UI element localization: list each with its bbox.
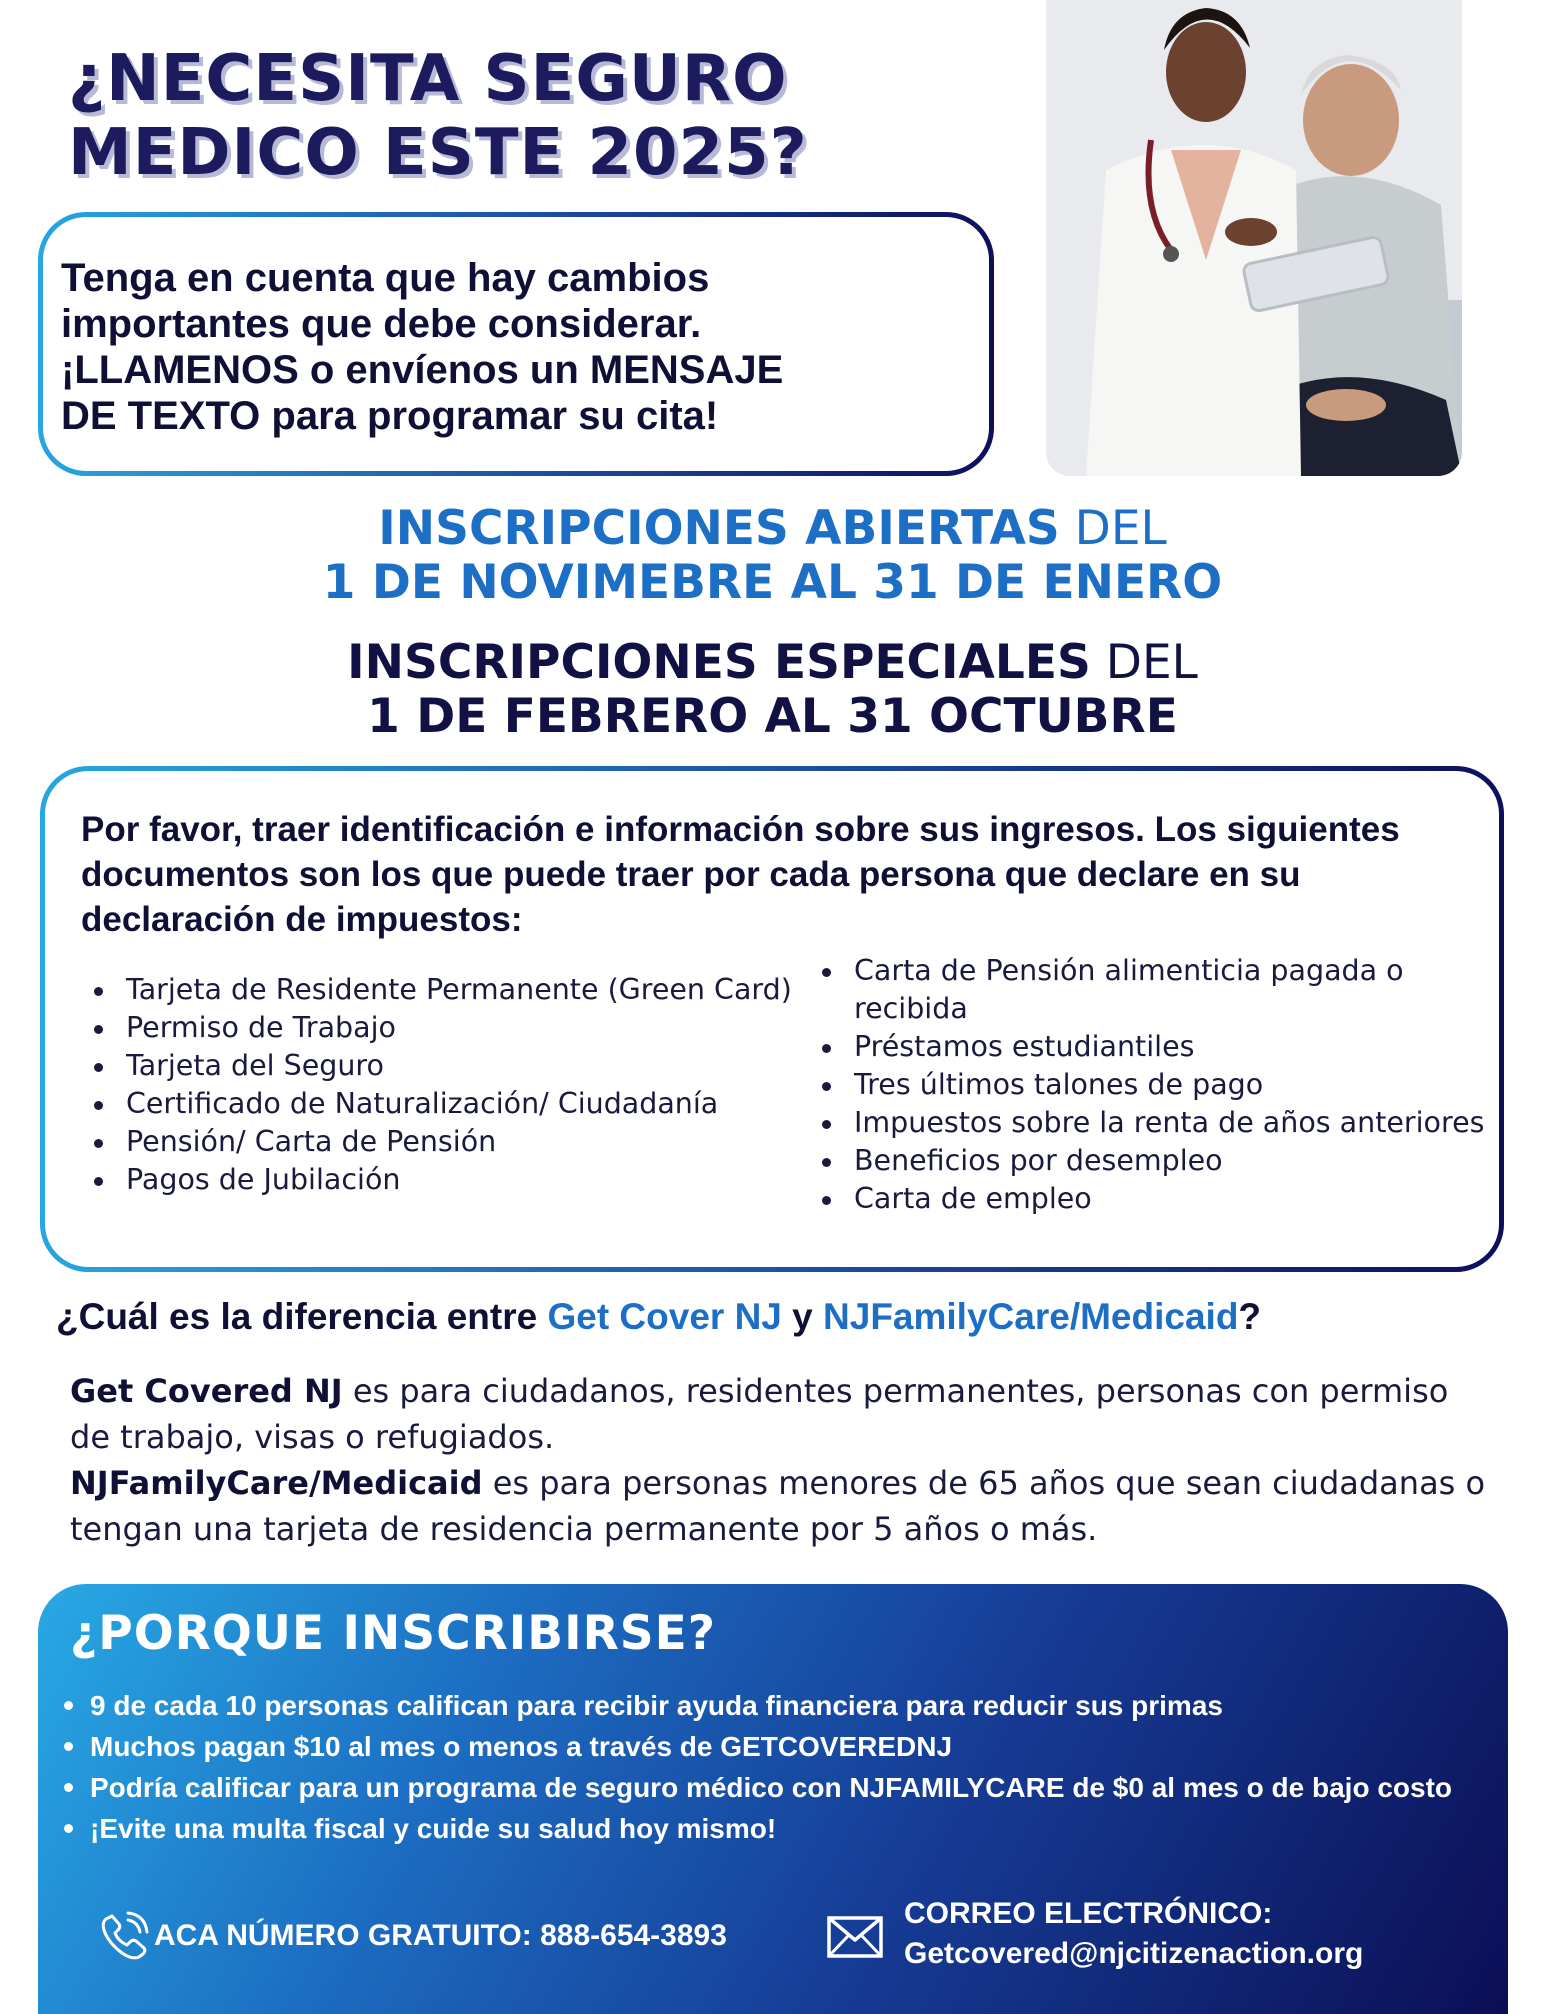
special-enrollment-del: DEL — [1090, 635, 1198, 690]
get-covered-nj-paragraph — [70, 1368, 1490, 1460]
phone-icon — [98, 1910, 150, 1962]
open-enrollment-label: INSCRIPCIONES ABIERTAS — [378, 501, 1060, 556]
call-to-action-callout — [38, 212, 994, 476]
email-contact — [904, 1894, 1504, 1974]
open-enrollment-heading — [0, 502, 1545, 610]
question-suffix: ? — [1238, 1296, 1262, 1337]
why-enroll-title: ¿PORQUE INSCRIBIRSE? — [70, 1606, 717, 1661]
list-item: Pagos de Jubilación — [74, 1161, 794, 1199]
list-item: Carta de Pensión alimenticia pagada o recibida — [802, 952, 1492, 1028]
list-item: Impuestos sobre la renta de años anteriores — [802, 1104, 1492, 1142]
envelope-icon — [826, 1914, 884, 1960]
open-enrollment-del: DEL — [1059, 501, 1167, 556]
callout-line-3: ¡LLAMENOS o envíenos un MENSAJE — [61, 348, 784, 392]
why-enroll-list — [58, 1685, 1498, 1849]
list-item: Tres últimos talones de pago — [802, 1066, 1492, 1104]
open-enrollment-dates: 1 DE NOVIMEBRE AL 31 DE ENERO — [322, 555, 1223, 610]
callout-line-1: Tenga en cuenta que hay cambios — [61, 256, 710, 300]
get-covered-nj-name: Get Cover NJ — [547, 1296, 782, 1337]
list-item: ¡Evite una multa fiscal y cuide su salud hoy mismo! — [58, 1808, 1498, 1849]
njfamilycare-name: NJFamilyCare/Medicaid — [823, 1296, 1239, 1337]
question-and: y — [781, 1296, 824, 1337]
doctor-and-patient-photo — [1046, 0, 1462, 476]
list-item: Muchos pagan $10 al mes o menos a través de GETCOVEREDNJ — [58, 1726, 1498, 1767]
special-enrollment-label: INSCRIPCIONES ESPECIALES — [347, 635, 1091, 690]
photo-illustration — [1046, 0, 1462, 476]
documents-list-left — [74, 971, 794, 1199]
email-label: CORREO ELECTRÓNICO: — [904, 1897, 1273, 1930]
title-line-1: ¿NECESITA SEGURO — [68, 42, 788, 116]
page-title — [68, 42, 968, 190]
email-address-link[interactable]: Getcovered@njcitizenaction.org — [904, 1937, 1364, 1970]
special-enrollment-heading — [0, 636, 1545, 744]
toll-free-phone[interactable]: ACA NÚMERO GRATUITO: 888-654-3893 — [154, 1919, 727, 1952]
list-item: Permiso de Trabajo — [74, 1009, 794, 1047]
list-item: Beneficios por desempleo — [802, 1142, 1492, 1180]
list-item: Podría calificar para un programa de seguro médico con NJFAMILYCARE de $0 al mes o de bajo costo — [58, 1767, 1498, 1808]
title-line-2: MEDICO ESTE 2025? — [68, 116, 808, 190]
list-item: 9 de cada 10 personas califican para recibir ayuda financiera para reducir sus primas — [58, 1685, 1498, 1726]
list-item: Carta de empleo — [802, 1180, 1492, 1218]
list-item: Préstamos estudiantiles — [802, 1028, 1492, 1066]
difference-explanation — [70, 1368, 1490, 1552]
documents-intro: Por favor, traer identificación e información sobre sus ingresos. Los siguientes documentos son los que puede traer por cada persona que declare en su declaración de impuestos: — [81, 810, 1400, 939]
list-item: Certificado de Naturalización/ Ciudadanía — [74, 1085, 794, 1123]
paragraph-bold: NJFamilyCare/Medicaid — [70, 1464, 483, 1502]
list-item: Tarjeta de Residente Permanente (Green Card) — [74, 971, 794, 1009]
callout-line-2: importantes que debe considerar. — [61, 302, 702, 346]
question-prefix: ¿Cuál es la diferencia entre — [56, 1296, 548, 1337]
paragraph-bold: Get Covered NJ — [70, 1372, 343, 1410]
njfamilycare-paragraph — [70, 1460, 1490, 1552]
list-item: Tarjeta del Seguro — [74, 1047, 794, 1085]
special-enrollment-dates: 1 DE FEBRERO AL 31 OCTUBRE — [367, 689, 1178, 744]
paragraph-text: es para ciudadanos, residentes permanentes, personas con permiso de trabajo, visas o refugiados. — [70, 1372, 1449, 1456]
paragraph-text: es para personas menores de 65 años que sean ciudadanas o tengan una tarjeta de residencia permanente por 5 años o más. — [70, 1464, 1486, 1548]
callout-line-4: DE TEXTO para programar su cita! — [61, 394, 719, 438]
list-item: Pensión/ Carta de Pensión — [74, 1123, 794, 1161]
difference-question — [56, 1294, 1516, 1340]
documents-list-right — [802, 952, 1492, 1218]
